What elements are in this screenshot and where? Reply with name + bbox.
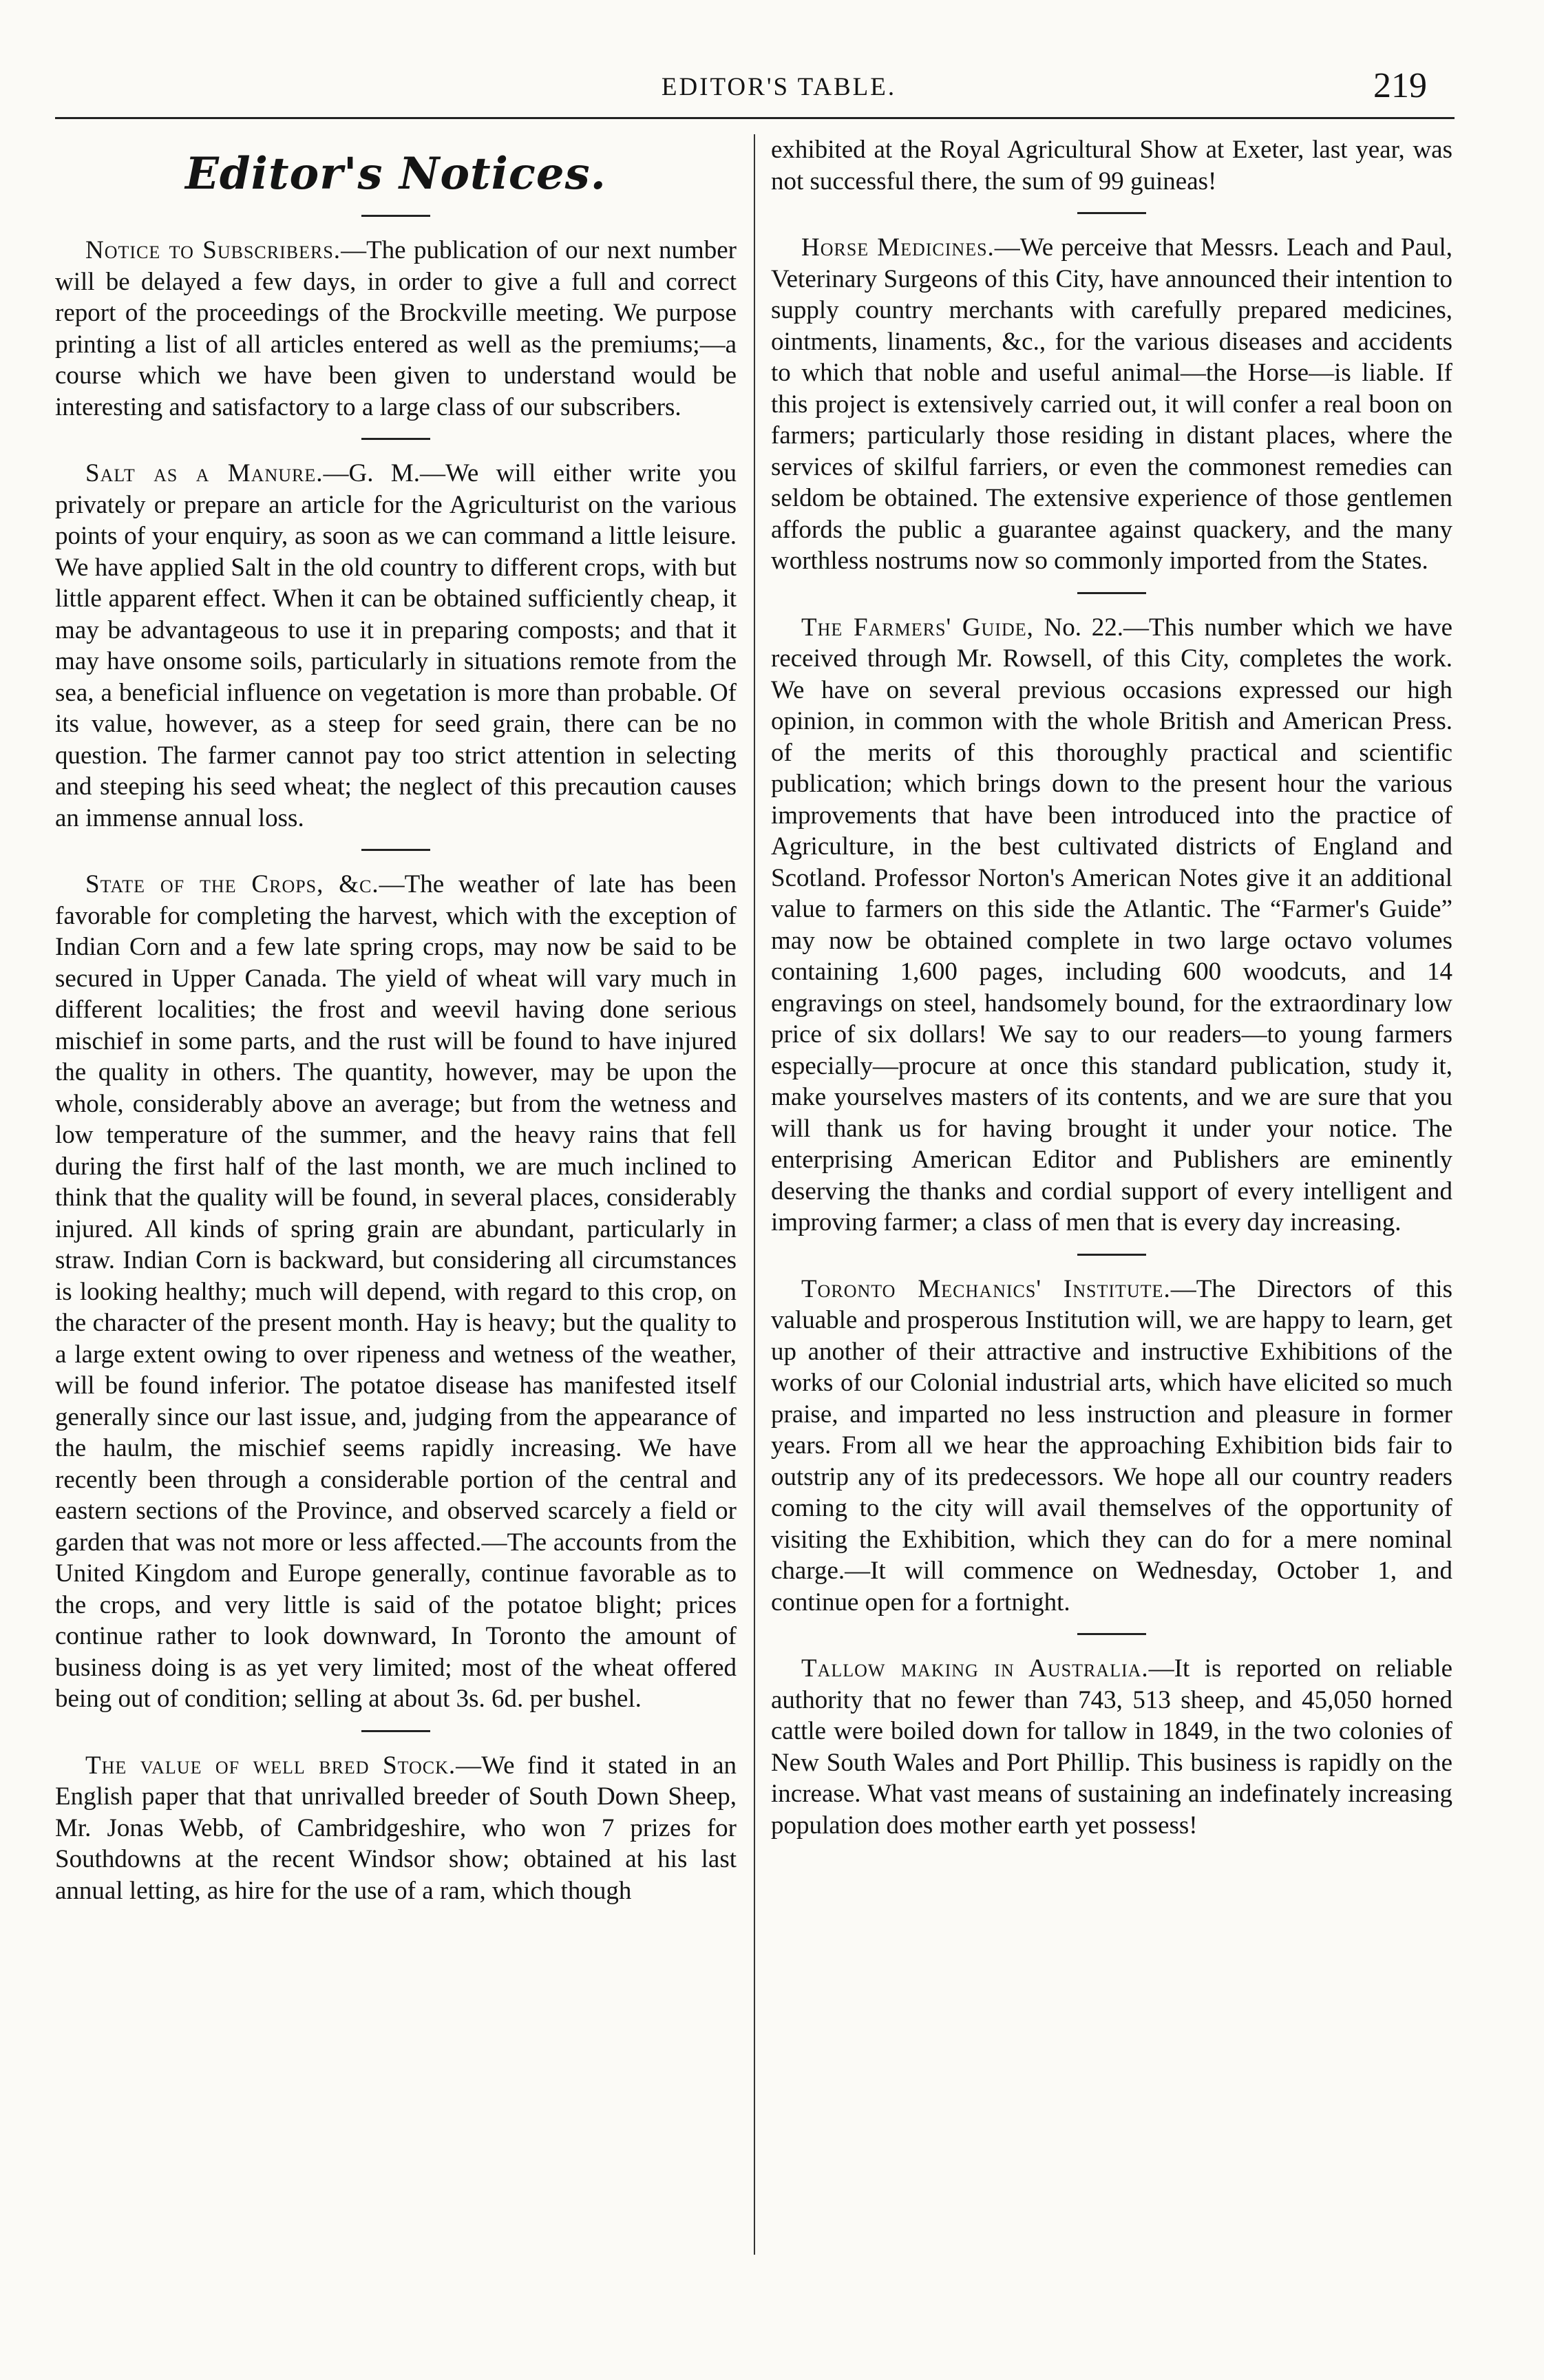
- article-well-bred-stock-continued: exhibited at the Royal Agricultural Show at Exeter, last year, was not successful there, the sum of 99 guineas!: [771, 136, 1452, 196]
- article-heading: Tallow making in Australia.: [801, 1654, 1149, 1683]
- article-body: —We perceive that Messrs. Leach and Paul, Veterinary Surgeons of this City, have announced their intention to supply country merchants with carefully prepared medicines, ointments, linaments, &c., for the various diseases and accidents to which that noble and useful animal—the Horse—is liable. If this project is extensively carried out, it will confer a real boon on farmers; particularly those residing in distant places, where the services of skilful farriers, or even the commonest remedies can seldom be obtained. The extensive experience of those gentlemen affords the public a guarantee against quackery, and the many worthless nostrums now so commonly imported from the States.: [771, 233, 1452, 575]
- rule: [1077, 1633, 1146, 1635]
- article-body: —It is reported on reliable authority that no fewer than 743, 513 sheep, and 45,050 horned cattle were boiled down for tallow in 1849, in the two colonies of New South Wales and Port Phillip. This business is rapidly on the increase. What vast means of sustaining an indefinately increasing population does mother earth yet possess!: [771, 1654, 1452, 1840]
- rule: [1077, 1254, 1146, 1256]
- article-horse-medicines: [771, 232, 1452, 577]
- article-body: —We find it stated in an English paper that that unrivalled breeder of South Down Sheep, Mr. Jonas Webb, of Cambridgeshire, who won 7 prizes for Southdowns at the recent Windsor show; obtained at his last annual letting, as hire for the use of a ram, which though: [55, 1751, 737, 1905]
- article-heading: Notice to Subscribers.: [85, 236, 341, 264]
- article-heading: Salt as a Manure.: [85, 459, 324, 487]
- article-tallow-making: [771, 1653, 1452, 1841]
- article-heading: State of the Crops, &c.: [85, 870, 379, 898]
- article-body: —The publication of our next number will be delayed a few days, in order to give a full and correct report of the proceedings of the Brockville meeting. We purpose printing a list of all articles entered as well as the premiums;—a course which we have been given to understand would be interesting and satisfactory to a large class of our subscribers.: [55, 236, 737, 421]
- right-column: [771, 134, 1452, 1841]
- article-body: —The Directors of this valuable and prosperous Institution will, we are happy to learn, get up another of their attractive and instructive Exhibitions of the works of our Colonial industrial arts, which have elicited so much praise, and imparted no less instruction and pleasure in former years. From all we hear the approaching Exhibition bids fair to outstrip any of its predecessors. We hope all our country readers coming to the city will avail themselves of the opportunity of visiting the Exhibition, which they can do for a mere nominal charge.—It will commence on Wednesday, October 1, and continue open for a fortnight.: [771, 1274, 1452, 1616]
- rule: [1077, 212, 1146, 214]
- article-body: —The weather of late has been favorable for completing the harvest, which with the exception of Indian Corn and a few late spring crops, may now be said to be secured in Upper Canada. The yield of wheat will vary much in different localities; the frost and weevil having done serious mischief in some parts, and the rust will be found to have injured the quality in others. The quantity, however, may be upon the whole, considerably above an average; but from the wetness and low temperature of the summer, and the heavy rains that fell during the first half of the last month, we are much inclined to think that the quality will be found, in several places, considerably injured. All kinds of spring grain are abundant, particularly in straw. Indian Corn is backward, but considering all circumstances is looking healthy; much will depend, with regard to this crop, on the character of the present month. Hay is heavy; but the quality to a large extent owing to over ripeness and wetness of the weather, will be found inferior. The potatoe disease has manifested itself generally since our last issue, and, judging from the appearance of the haulm, the mischief seems rapidly increasing. We have recently been through a considerable portion of the central and eastern sections of the Province, and observed scarcely a field or garden that was not more or less affected.—The accounts from the United Kingdom and Europe generally, continue favorable as to the crops, and very little is said of the potatoe blight; prices continue rather to look downward, In Toronto the amount of business doing is as yet very limited; most of the wheat offered being out of condition; selling at about 3s. 6d. per bushel.: [55, 870, 737, 1713]
- rule: [1077, 592, 1146, 594]
- article-body: —G. M.—We will either write you privately or prepare an article for the Agriculturist on the various points of your enquiry, as soon as we can command a little leisure. We have applied Salt in the old country to different crops, with but little apparent effect. When it can be obtained sufficiently cheap, it may be advantageous to use it in preparing composts; and that it may have onsome soils, particularly in situations remote from the sea, a beneficial influence on vegetation is more than probable. Of its value, however, as a steep for seed grain, there can be no question. The farmer cannot pay too strict attention in selecting and steeping his seed wheat; the neglect of this precaution causes an immense annual loss.: [55, 459, 737, 832]
- article-farmers-guide: [771, 612, 1452, 1239]
- page-number: 219: [1373, 66, 1427, 105]
- rule: [361, 438, 430, 440]
- article-well-bred-stock: [55, 1750, 737, 1907]
- header-rule: [55, 117, 1455, 119]
- article-salt-as-manure: [55, 458, 737, 834]
- article-heading: Toronto Mechanics' Institute.: [801, 1274, 1171, 1303]
- running-head-title: EDITOR'S TABLE.: [661, 73, 897, 101]
- article-mechanics-institute: [771, 1274, 1452, 1619]
- running-head: [103, 65, 1455, 114]
- article-notice-to-subscribers: [55, 235, 737, 423]
- section-masthead: Editor's Notices.: [185, 148, 606, 200]
- rule: [361, 215, 430, 217]
- rule: [361, 849, 430, 851]
- column-divider: [754, 134, 755, 2255]
- article-heading: The Farmers' Guide,: [801, 613, 1034, 642]
- article-heading: The value of well bred Stock.: [85, 1751, 456, 1780]
- rule: [361, 1730, 430, 1732]
- article-body: No. 22.—This number which we have received through Mr. Rowsell, of this City, completes the work. We have on several previous occasions expressed our high opinion, in common with the whole British and American Press. of the merits of this thoroughly practical and scientific publication; which brings down to the present hour the various improvements that have been introduced into the practice of Agriculture, in the best cultivated districts of England and Scotland. Professor Norton's American Notes give it an additional value to farmers on this side the Atlantic. The “Farmer's Guide” may now be obtained complete in two large octavo volumes containing 1,600 pages, including 600 woodcuts, and 14 engravings on steel, handsomely bound, for the extraordinary low price of six dollars! We say to our readers—to young farmers especially—procure at once this standard publication, study it, make yourselves masters of its contents, and we are sure that you will thank us for having brought it under your notice. The enterprising American Editor and Publishers are eminently deserving the thanks and cordial support of every intelligent and improving farmer; a class of men that is every day increasing.: [771, 613, 1452, 1236]
- left-column: [55, 134, 737, 1906]
- article-state-of-crops: [55, 869, 737, 1715]
- article-heading: Horse Medicines.: [801, 233, 995, 262]
